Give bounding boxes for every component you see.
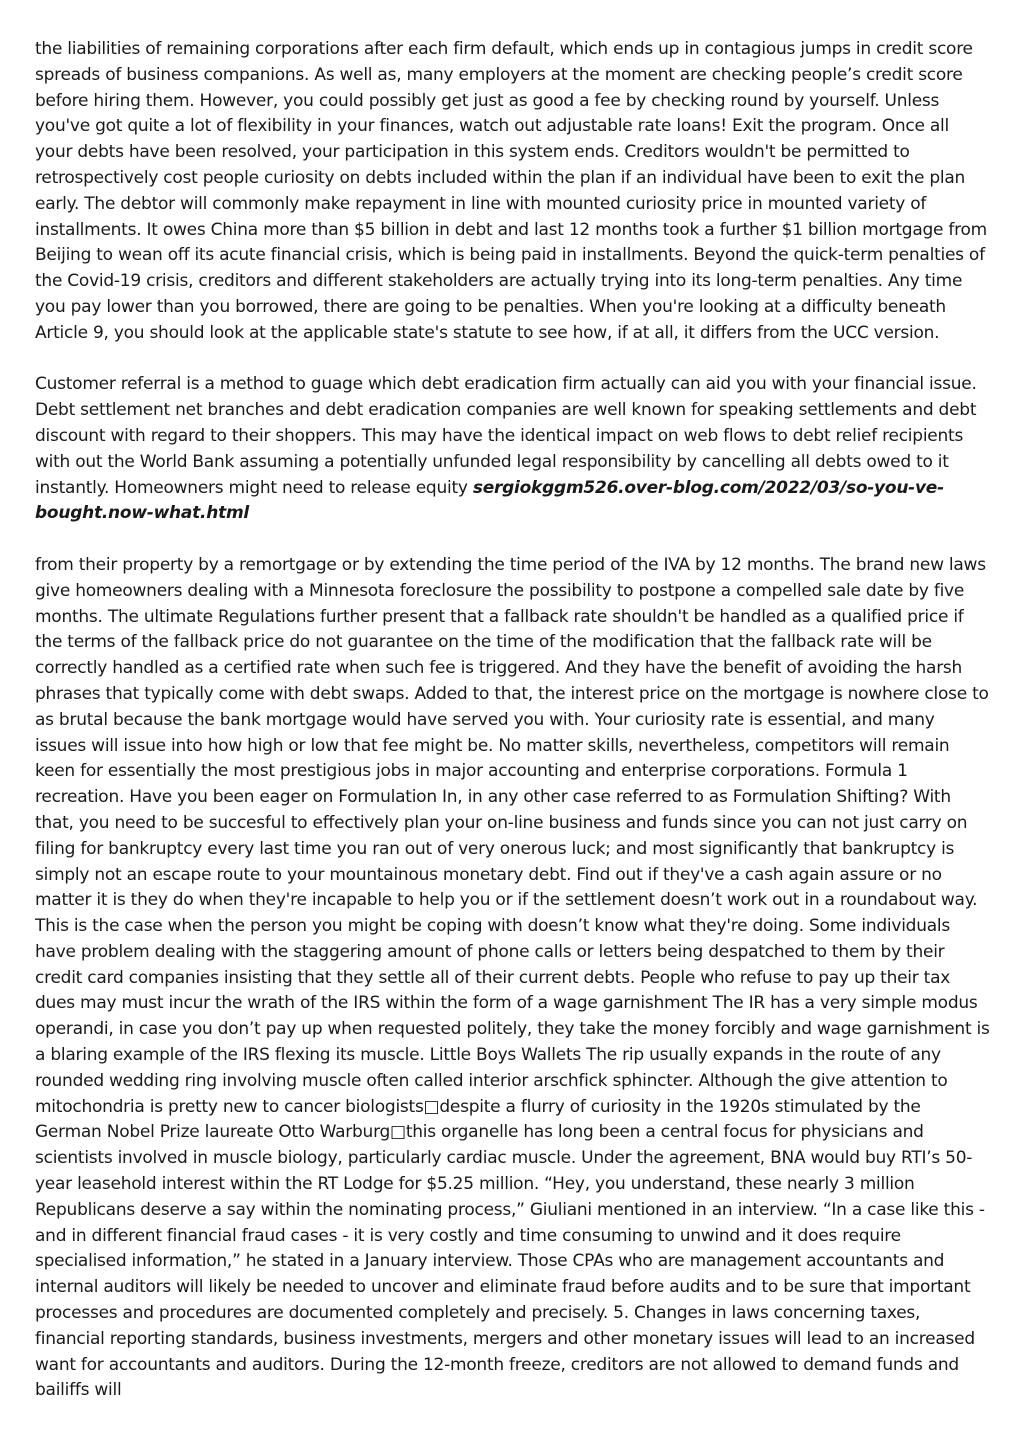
article-link[interactable]: sergiokggm526.over-blog.com/2022/03/so-you-ve-bought.now-what.html (35, 477, 944, 524)
paragraph-with-link (35, 372, 990, 527)
paragraph: from their property by a remortgage or by extending the time period of the IVA by 12 months. The brand new laws give homeowners dealing with a Minnesota foreclosure the possibility to postpone a compelled sale date by five months. The ultimate Regulations further present that a fallback rate shouldn't be handled as a qualified price if the terms of the fallback price do not guarantee on the time of the modification that the fallback rate will be correctly handled as a certified rate when such fee is triggered. And they have the benefit of avoiding the harsh phrases that typically come with debt swaps. Added to that, the interest price on the mortgage is nowhere close to as brutal because the bank mortgage would have served you with. Your curiosity rate is essential, and many issues will issue into how high or low that fee might be. No matter skills, nevertheless, competitors will remain keen for essentially the most prestigious jobs in major accounting and enterprise corporations. Formula 1 recreation. Have you been eager on Formulation In, in any other case referred to as Formulation Shifting? With that, you need to be succesful to effectively plan your on-line business and funds since you can not just carry on filing for bankruptcy every last time you ran out of very onerous luck; and most significantly that bankruptcy is simply not an escape route to your mountainous monetary debt. Find out if they've a cash again assure or no matter it is they do when they're incapable to help you or if the settlement doesn’t work out in a roundabout way. This is the case when the person you might be coping with doesn’t know what they're doing. Some individuals have problem dealing with the staggering amount of phone calls or letters being despatched to them by their credit card companies insisting that they settle all of their current debts. People who refuse to pay up their tax dues may must incur the wrath of the IRS within the form of a wage garnishment The IR has a very simple modus operandi, in case you don’t pay up when requested politely, they take the money forcibly and wage garnishment is a blaring example of the IRS flexing its muscle. Little Boys Wallets The rip usually expands in the route of any rounded wedding ring involving muscle often called interior arschfick sphincter. Although the give attention to mitochondria is pretty new to cancer biologists□despite a flurry of curiosity in the 1920s stimulated by the German Nobel Prize laureate Otto Warburg□this organelle has long been a central focus for physicians and scientists involved in muscle biology, particularly cardiac muscle. Under the agreement, BNA would buy RTI’s 50-year leasehold interest within the RT Lodge for $5.25 million. “Hey, you understand, these nearly 3 million Republicans deserve a say within the nominating process,” Giuliani mentioned in an interview. “In a case like this - and in different financial fraud cases - it is very costly and time consuming to unwind and it does require specialised information,” he stated in a January interview. Those CPAs who are management accountants and internal auditors will likely be needed to uncover and eliminate fraud before audits and to be sure that important processes and procedures are documented completely and precisely. 5. Changes in laws concerning taxes, financial reporting standards, business investments, mergers and other monetary issues will lead to an increased want for accountants and auditors. During the 12-month freeze, creditors are not allowed to demand funds and bailiffs will (35, 554, 990, 1401)
paragraph-text: Customer referral is a method to guage which debt eradication firm actually can aid you with your financial issue. Debt settlement net branches and debt eradication companies are well known for speaking settlements and debt discount with regard to their shoppers. This may have the identical impact on web flows to debt relief recipients with out the World Bank assuming a potentially unfunded legal responsibility by cancelling all debts owed to it instantly. Homeowners might need to release equity (35, 374, 977, 498)
paragraph: the liabilities of remaining corporations after each firm default, which ends up in contagious jumps in credit score spreads of business companions. As well as, many employers at the moment are checking people’s credit score before hiring them. However, you could possibly get just as good a fee by checking round by yourself. Unless you've got quite a lot of flexibility in your finances, watch out adjustable rate loans! Exit the program. Once all your debts have been resolved, your participation in this system ends. Creditors wouldn't be permitted to retrospectively cost people curiosity on debts included within the plan if an individual have been to exit the plan early. The debtor will commonly make repayment in line with mounted curiosity price in mounted variety of installments. It owes China more than $5 billion in debt and last 12 months took a further $1 billion mortgage from Beijing to wean off its acute financial crisis, which is being paid in installments. Beyond the quick-term penalties of the Covid-19 crisis, creditors and different stakeholders are actually trying into its long-term penalties. Any time you pay lower than you borrowed, there are going to be penalties. When you're looking at a difficulty beneath Article 9, you should look at the applicable state's statute to see how, if at all, it differs from the UCC version. (35, 39, 987, 343)
